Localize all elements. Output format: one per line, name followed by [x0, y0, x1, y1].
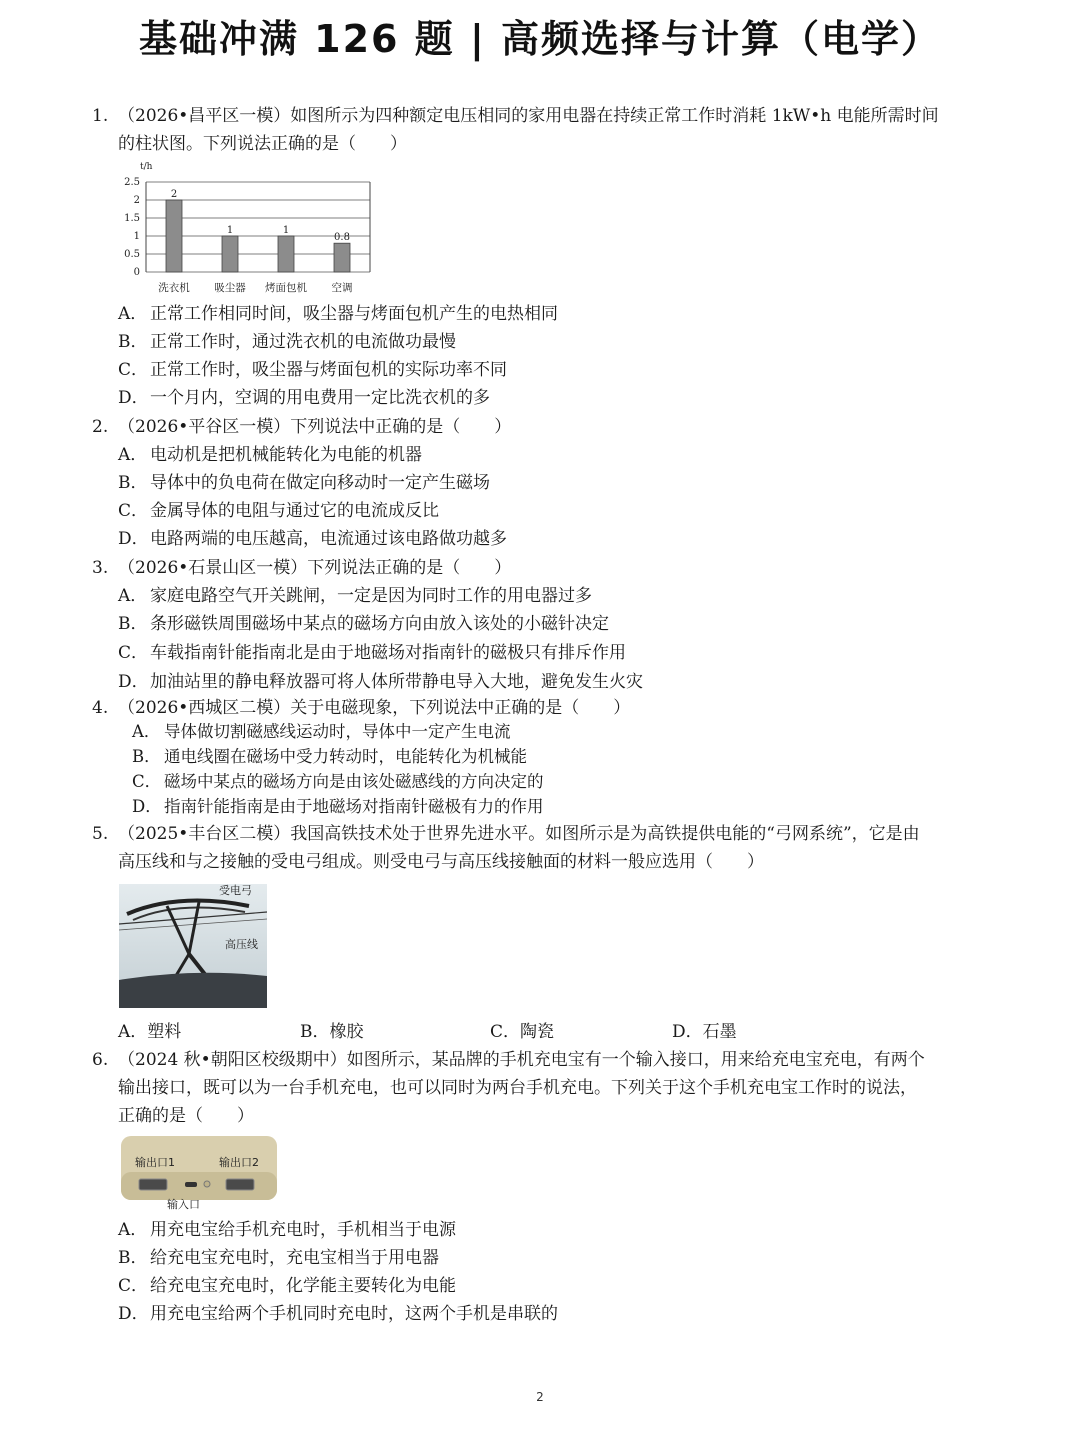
option-text: 磁场中某点的磁场方向是由该处磁感线的方向决定的 [164, 772, 544, 791]
question-stem-line: 的柱状图。下列说法正确的是（ ） [118, 134, 407, 154]
option-1a[interactable] [118, 300, 558, 328]
question-stem-line: 高压线和与之接触的受电弓组成。则受电弓与高压线接触面的材料一般应选用（ ） [118, 852, 764, 872]
option-text: 给充电宝充电时，化学能主要转化为电能 [150, 1276, 456, 1296]
bar [278, 236, 294, 272]
option-letter: C． [490, 1022, 521, 1042]
option-text: 石墨 [702, 1022, 737, 1042]
option-1b[interactable] [118, 328, 456, 356]
question-stem-line: 输出接口，既可以为一台手机充电，也可以同时为两台手机充电。下列关于这个手机充电宝工作时的说法， [118, 1078, 917, 1098]
question-stem-line: （2026•西城区二模）关于电磁现象，下列说法中正确的是（ ） [118, 698, 631, 718]
option-text: 电动机是把机械能转化为电能的机器 [150, 445, 422, 465]
option-letter: C． [118, 1276, 149, 1296]
bar [222, 236, 238, 272]
option-5b[interactable] [300, 1018, 364, 1046]
option-letter: C． [118, 501, 149, 521]
option-5a[interactable] [118, 1018, 181, 1046]
option-text: 通电线圈在磁场中受力转动时，电能转化为机械能 [164, 747, 527, 766]
option-3d[interactable] [118, 668, 643, 696]
question-6 [92, 1046, 992, 1130]
option-4a[interactable] [132, 720, 511, 744]
option-letter: A． [132, 722, 161, 741]
option-2b[interactable] [118, 469, 490, 497]
option-3b[interactable] [118, 610, 609, 638]
option-text: 金属导体的电阻与通过它的电流成反比 [150, 501, 439, 521]
question-number: 1. [92, 106, 109, 126]
option-1c[interactable] [118, 356, 507, 384]
question-2 [92, 413, 992, 441]
question-number: 2. [92, 417, 109, 437]
option-5d[interactable] [672, 1018, 737, 1046]
page-number: 2 [536, 1390, 544, 1404]
option-text: 正常工作相同时间，吸尘器与烤面包机产生的电热相同 [150, 304, 558, 324]
option-letter: A． [118, 1220, 148, 1240]
question-stem-line: （2026•平谷区一模）下列说法中正确的是（ ） [118, 417, 512, 437]
option-letter: B． [118, 332, 148, 352]
option-letter: D． [118, 1304, 149, 1324]
option-text: 用充电宝给两个手机同时充电时，这两个手机是串联的 [150, 1304, 558, 1324]
option-text: 陶瓷 [520, 1022, 555, 1042]
option-letter: B． [300, 1022, 330, 1042]
question-number: 5. [92, 824, 109, 844]
option-letter: B． [118, 473, 148, 493]
question-stem-line: 正确的是（ ） [118, 1106, 254, 1126]
y-tick-label: 2 [133, 195, 140, 206]
option-letter: D． [132, 797, 162, 816]
option-3a[interactable] [118, 582, 592, 610]
power-bank-photo [119, 1132, 279, 1212]
photo-label-input: 输入口 [167, 1198, 200, 1211]
option-text: 正常工作时，通过洗衣机的电流做功最慢 [150, 332, 456, 352]
option-2c[interactable] [118, 497, 439, 525]
option-letter: B． [118, 1248, 148, 1268]
option-text: 导体中的负电荷在做定向移动时一定产生磁场 [150, 473, 490, 493]
option-text: 导体做切割磁感线运动时，导体中一定产生电流 [164, 722, 511, 741]
option-letter: C． [118, 643, 149, 663]
bar-value-label: 1 [282, 225, 290, 236]
option-letter: A． [118, 304, 148, 324]
option-text: 条形磁铁周围磁场中某点的磁场方向由放入该处的小磁针决定 [150, 614, 609, 634]
question-4 [92, 694, 992, 722]
x-tick-label: 空调 [331, 282, 353, 294]
y-tick-label: 1.5 [124, 213, 140, 224]
page-title: 基础冲满 126 题 | 高频选择与计算（电学） [138, 17, 942, 61]
option-text: 给充电宝充电时，充电宝相当于用电器 [150, 1248, 439, 1268]
option-letter: D． [118, 529, 149, 549]
question-stem-line: （2024 秋•朝阳区校级期中）如图所示，某品牌的手机充电宝有一个输入接口，用来给充电宝充电，有两个 [118, 1050, 925, 1070]
question-number: 3. [92, 558, 109, 578]
question-3 [92, 554, 992, 582]
option-6a[interactable] [118, 1216, 456, 1244]
option-letter: D． [118, 388, 149, 408]
photo-label-high-voltage-line: 高压线 [225, 938, 258, 951]
option-letter: A． [118, 1022, 148, 1042]
option-1d[interactable] [118, 384, 490, 412]
option-4d[interactable] [132, 795, 544, 819]
option-letter: A． [118, 445, 148, 465]
y-axis-label: t/h [140, 162, 153, 172]
bar-value-label: 1 [226, 225, 234, 236]
x-tick-label: 洗衣机 [158, 282, 190, 294]
option-5c[interactable] [490, 1018, 554, 1046]
option-6d[interactable] [118, 1300, 558, 1328]
bar-value-label: 2 [170, 189, 178, 200]
option-text: 塑料 [147, 1022, 182, 1042]
option-letter: B． [132, 747, 161, 766]
question-5 [92, 820, 992, 876]
option-letter: C． [132, 772, 162, 791]
bar-value-labels [171, 189, 350, 243]
option-text: 指南针能指南是由于地磁场对指南针磁极有力的作用 [164, 797, 544, 816]
photo-label-pantograph: 受电弓 [219, 884, 252, 897]
option-letter: C． [118, 360, 149, 380]
bar-chart [112, 158, 392, 298]
question-stem-line: （2025•丰台区二模）我国高铁技术处于世界先进水平。如图所示是为高铁提供电能的“弓网系统”，它是由 [118, 824, 920, 844]
photo-label-output-1: 输出口1 [135, 1156, 175, 1169]
option-text: 车载指南针能指南北是由于地磁场对指南针的磁极只有排斥作用 [150, 643, 626, 663]
question-stem-line: （2026•石景山区一模）下列说法正确的是（ ） [118, 558, 512, 578]
option-6c[interactable] [118, 1272, 456, 1300]
option-letter: A． [118, 586, 148, 606]
option-text: 电路两端的电压越高，电流通过该电路做功越多 [150, 529, 507, 549]
y-tick-label: 2.5 [124, 177, 140, 188]
option-4c[interactable] [132, 770, 544, 794]
option-text: 家庭电路空气开关跳闸，一定是因为同时工作的用电器过多 [150, 586, 592, 606]
bar [166, 200, 182, 272]
option-letter: D． [672, 1022, 703, 1042]
option-4b[interactable] [132, 745, 527, 769]
option-text: 橡胶 [329, 1022, 364, 1042]
option-2d[interactable] [118, 525, 507, 553]
x-tick-label: 烤面包机 [265, 282, 307, 294]
question-stem-line: （2026•昌平区一模）如图所示为四种额定电压相同的家用电器在持续正常工作时消耗 1kW•h 电能所需时间 [118, 106, 939, 126]
option-text: 正常工作时，吸尘器与烤面包机的实际功率不同 [150, 360, 507, 380]
y-tick-label: 0 [133, 267, 140, 278]
x-tick-label: 吸尘器 [214, 282, 246, 294]
bar-value-label: 0.8 [334, 232, 350, 244]
question-number: 4. [92, 698, 109, 718]
option-text: 一个月内，空调的用电费用一定比洗衣机的多 [150, 388, 490, 408]
y-tick-labels [124, 177, 140, 278]
pantograph-photo [119, 884, 267, 1008]
y-tick-label: 0.5 [124, 249, 140, 260]
question-1 [92, 102, 992, 158]
x-tick-labels [158, 281, 352, 294]
photo-label-output-2: 输出口2 [219, 1156, 259, 1169]
y-tick-label: 1 [133, 231, 140, 242]
option-text: 用充电宝给手机充电时，手机相当于电源 [150, 1220, 456, 1240]
option-6b[interactable] [118, 1244, 439, 1272]
option-2a[interactable] [118, 441, 422, 469]
option-3c[interactable] [118, 639, 626, 667]
question-number: 6. [92, 1050, 109, 1070]
option-text: 加油站里的静电释放器可将人体所带静电导入大地，避免发生火灾 [150, 672, 643, 692]
bar [334, 243, 350, 272]
option-letter: D． [118, 672, 149, 692]
option-letter: B． [118, 614, 148, 634]
